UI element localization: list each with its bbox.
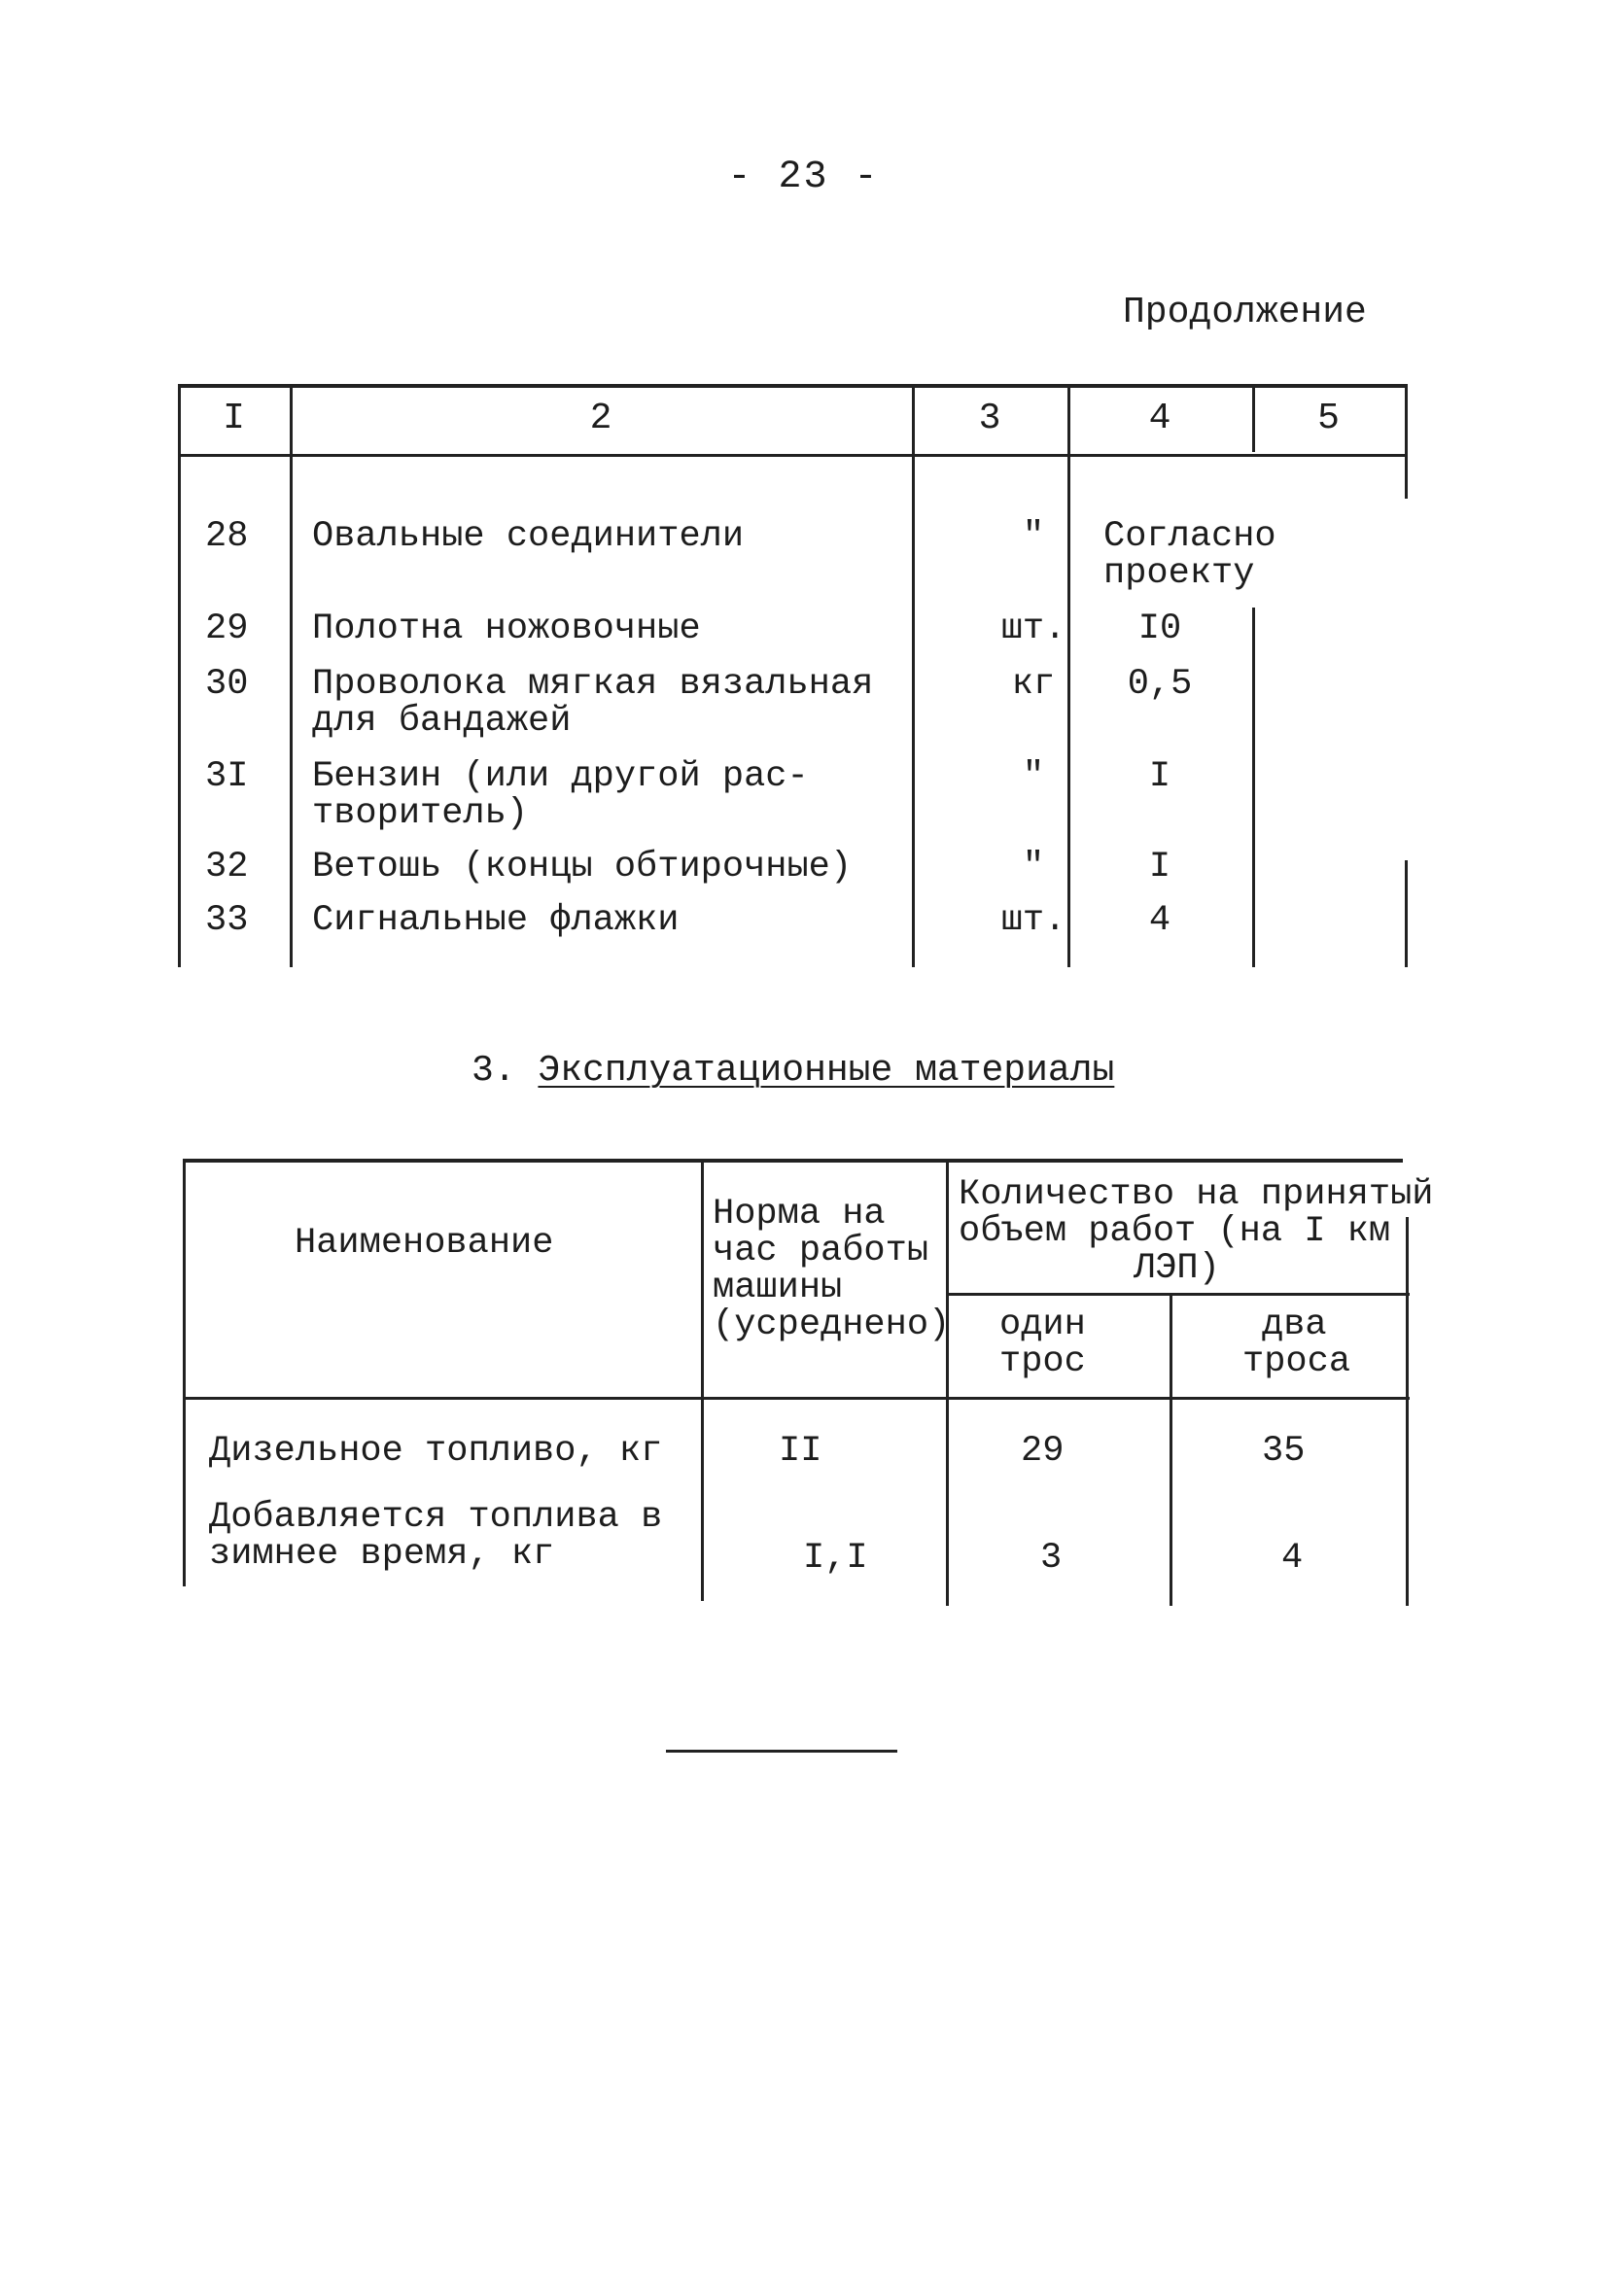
- row-qty: I: [1148, 847, 1171, 887]
- row-name: Добавляется топлива в: [209, 1497, 663, 1538]
- row-number: 30: [205, 664, 249, 705]
- row-norm: II: [779, 1431, 822, 1472]
- row-two-cables: 4: [1281, 1538, 1304, 1579]
- row-unit: шт.: [1000, 609, 1066, 649]
- col-header-4: 4: [1148, 398, 1171, 439]
- row-name: Проволока мягкая вязальная: [312, 664, 874, 705]
- row-number: 29: [205, 609, 249, 649]
- row-unit: ": [1022, 516, 1045, 557]
- row-unit: ": [1022, 847, 1045, 887]
- row-one-cable: 29: [1021, 1431, 1065, 1472]
- row-unit: ": [1022, 756, 1045, 797]
- header-norm: час работы: [713, 1231, 929, 1271]
- row-one-cable: 3: [1040, 1538, 1063, 1579]
- table-border: [183, 1159, 1403, 1163]
- row-number: 3I: [205, 756, 249, 797]
- continuation-label: Продолжение: [1123, 292, 1367, 333]
- table-border: [1405, 384, 1408, 499]
- row-name: Ветошь (концы обтирочные): [312, 847, 853, 887]
- row-qty: 0,5: [1127, 664, 1193, 705]
- row-name: Бензин (или другой рас-: [312, 756, 809, 797]
- col-header-1: I: [223, 398, 245, 439]
- column-divider: [701, 1159, 704, 1601]
- header-quantity: объем работ (на I км: [959, 1211, 1391, 1252]
- row-qty: I0: [1137, 609, 1182, 649]
- row-norm: I,I: [803, 1538, 868, 1579]
- page-number: - 23 -: [727, 156, 880, 199]
- row-name: зимнее время, кг: [209, 1534, 555, 1575]
- col-header-2: 2: [589, 398, 612, 439]
- row-name: Сигнальные флажки: [312, 900, 680, 941]
- header-norm: (усреднено): [713, 1305, 951, 1345]
- header-one-cable: трос: [999, 1341, 1086, 1382]
- row-name: Полотна ножовочные: [312, 609, 701, 649]
- header-norm: машины: [713, 1268, 843, 1308]
- row-name: для бандажей: [312, 701, 572, 742]
- row-qty: I: [1148, 756, 1171, 797]
- header-two-cables: троса: [1242, 1341, 1351, 1382]
- column-divider: [1170, 1293, 1172, 1606]
- row-qty: Согласно: [1103, 516, 1276, 557]
- table-border: [183, 1397, 1410, 1400]
- header-one-cable: один: [999, 1305, 1086, 1345]
- row-unit: кг: [1011, 664, 1056, 705]
- header-two-cables: два: [1262, 1305, 1327, 1345]
- row-name: Овальные соединители: [312, 516, 745, 557]
- column-divider: [1252, 608, 1255, 967]
- section-number: 3.: [472, 1050, 516, 1092]
- column-divider: [946, 1159, 949, 1606]
- closing-rule: [666, 1750, 897, 1753]
- section-title: Эксплуатационные материалы: [538, 1050, 1115, 1092]
- operating-materials-table: [183, 1159, 1434, 1606]
- row-qty: 4: [1148, 900, 1171, 941]
- row-qty: проекту: [1103, 553, 1255, 594]
- table-border: [1405, 860, 1408, 967]
- row-number: 28: [205, 516, 249, 557]
- row-number: 33: [205, 900, 249, 941]
- section-heading: [472, 1050, 1114, 1092]
- column-divider: [290, 384, 293, 967]
- col-header-3: 3: [978, 398, 1001, 439]
- row-unit: шт.: [1000, 900, 1066, 941]
- header-name: Наименование: [295, 1223, 554, 1264]
- header-norm: Норма на: [713, 1194, 886, 1235]
- table-border: [946, 1293, 1410, 1296]
- header-quantity: ЛЭП): [1134, 1248, 1220, 1289]
- row-number: 32: [205, 847, 249, 887]
- row-name: творитель): [312, 793, 529, 834]
- table-border: [178, 384, 181, 967]
- row-name: Дизельное топливо, кг: [209, 1431, 663, 1472]
- col-header-5: 5: [1317, 398, 1340, 439]
- row-two-cables: 35: [1262, 1431, 1306, 1472]
- table-border: [183, 1159, 186, 1586]
- header-quantity: Количество на принятый: [959, 1174, 1434, 1215]
- table-border: [1406, 1217, 1409, 1606]
